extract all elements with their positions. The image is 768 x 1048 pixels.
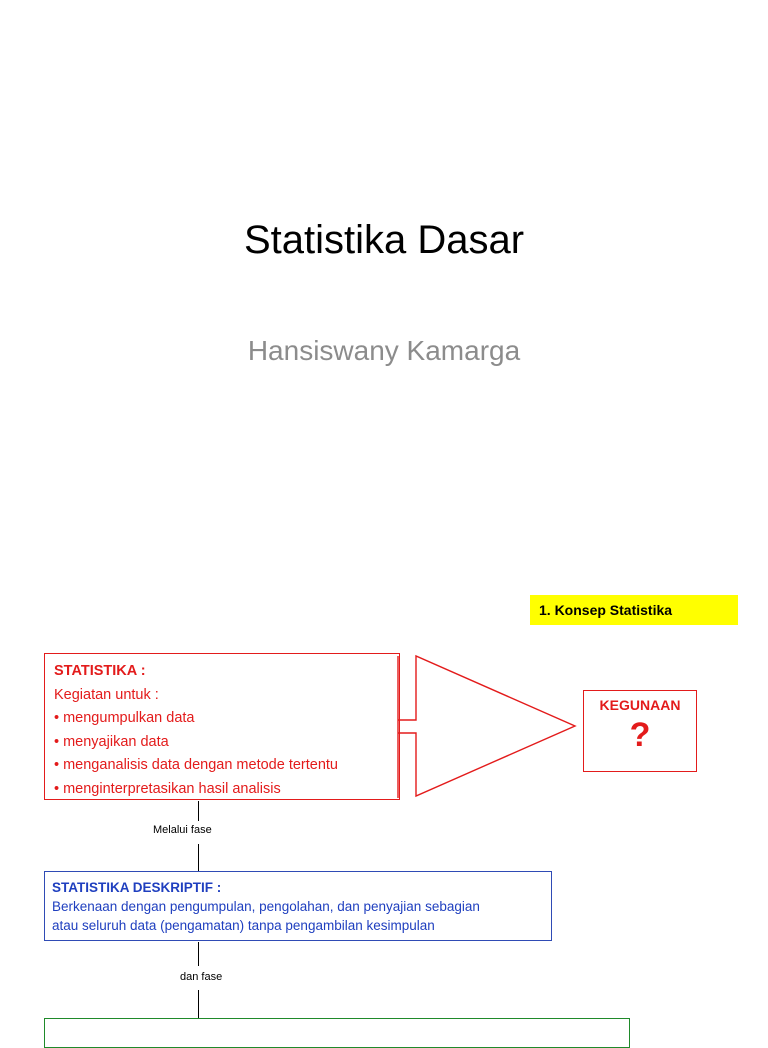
connector-line [198, 801, 199, 821]
list-item: • menyajikan data [54, 733, 169, 750]
deskriptif-line-2: atau seluruh data (pengamatan) tanpa pengambilan kesimpulan [52, 918, 435, 933]
concept-slide [0, 576, 768, 1024]
connector-label-dan-fase: dan fase [180, 971, 223, 983]
statistika-box [44, 653, 400, 800]
kegunaan-box [583, 690, 697, 772]
section-label: 1. Konsep Statistika [530, 595, 738, 625]
slide-title: Statistika Dasar [243, 218, 525, 262]
deskriptif-heading: STATISTIKA DESKRIPTIF : [52, 880, 222, 895]
statistika-heading: STATISTIKA : [54, 663, 146, 679]
deskriptif-box [44, 871, 552, 941]
connector-label-melalui: Melalui fase [153, 824, 212, 836]
slide-subtitle: Hansiswany Kamarga [247, 335, 521, 366]
connector-line [198, 844, 199, 871]
question-mark-icon: ? [629, 716, 651, 754]
kegunaan-label: KEGUNAAN [599, 697, 681, 713]
connector-line [198, 990, 199, 1018]
list-item: • menginterpretasikan hasil analisis [54, 780, 281, 797]
deskriptif-line-1: Berkenaan dengan pengumpulan, pengolahan, dan penyajian sebagian [52, 899, 480, 914]
inferensial-box [44, 1018, 630, 1048]
connector-line [198, 942, 199, 966]
list-item: • menganalisis data dengan metode tertentu [54, 757, 338, 773]
statistika-intro: Kegiatan untuk : [54, 686, 159, 703]
list-item: • mengumpulkan data [54, 710, 195, 726]
